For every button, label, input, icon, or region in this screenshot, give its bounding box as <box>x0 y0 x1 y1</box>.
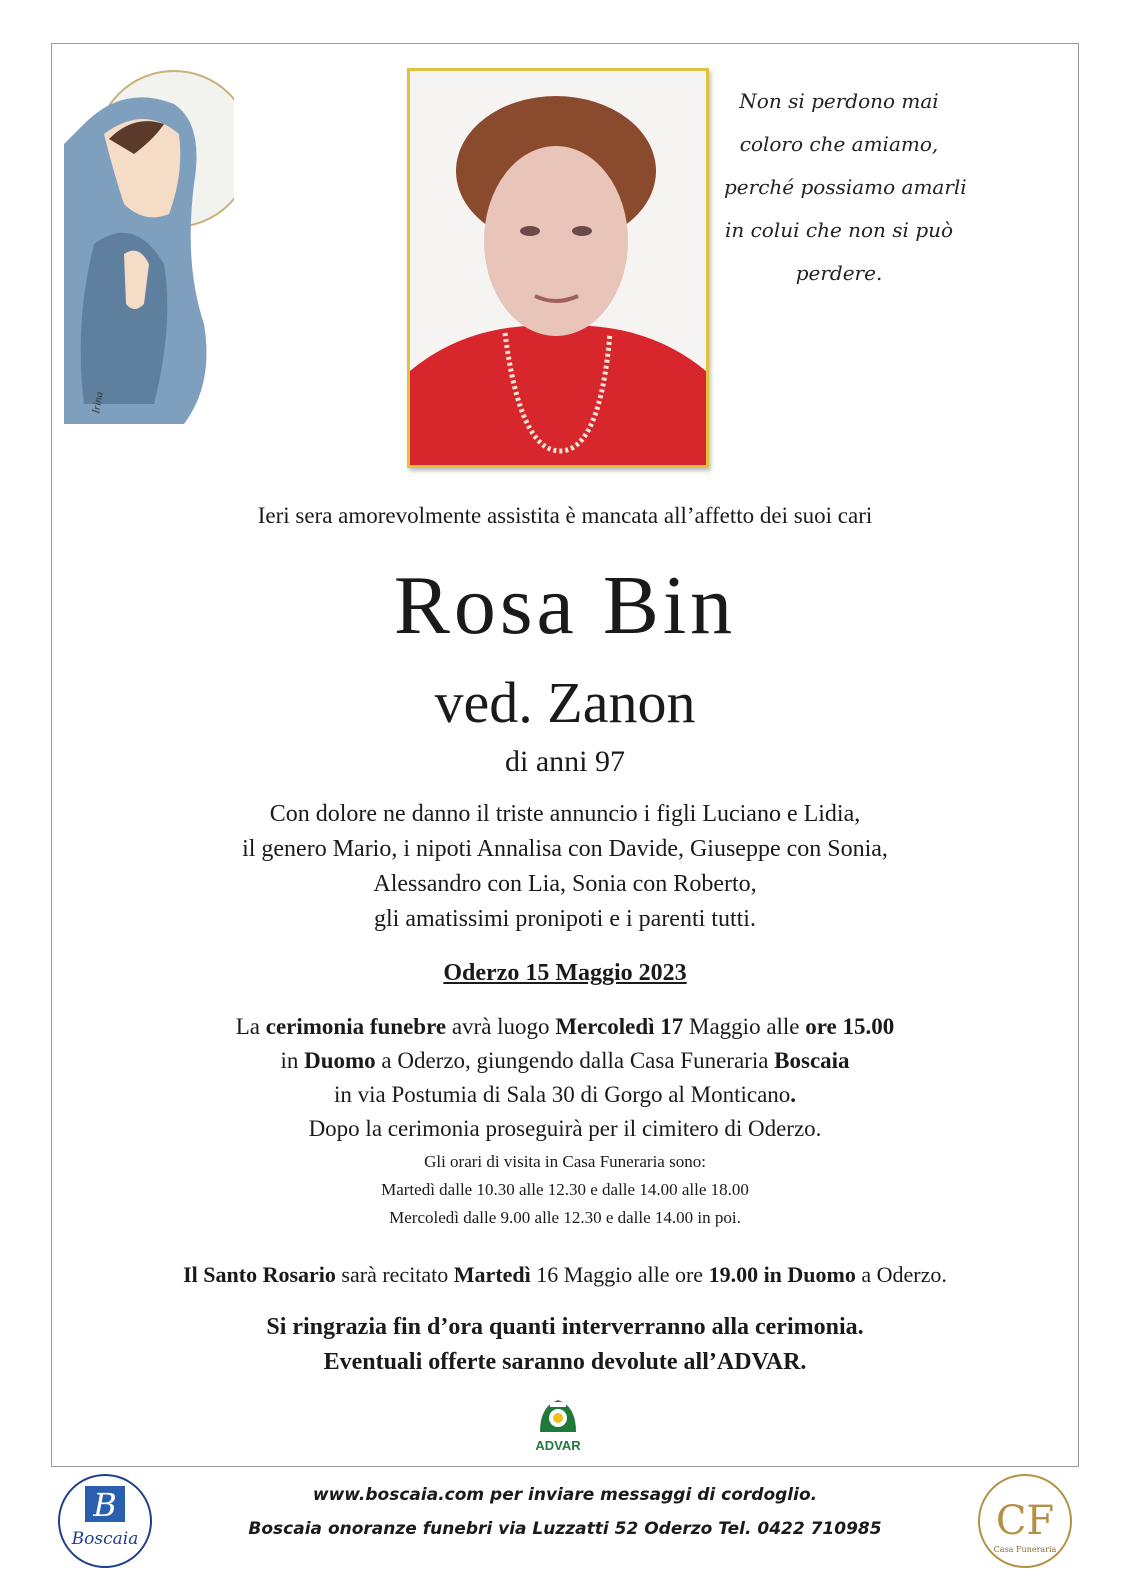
deceased-name: Rosa Bin <box>393 559 737 652</box>
thanks-line: Eventuali offerte saranno devolute all’ADVAR. <box>323 1349 807 1375</box>
ceremony-line-1: La cerimonia funebre avrà luogo Mercoledì 17 Maggio alle ore 15.00 <box>235 1014 895 1039</box>
family-line: gli amatissimi pronipoti e i parenti tutti. <box>374 906 756 932</box>
visiting-hours-title: Gli orari di visita in Casa Funeraria sono: <box>424 1152 706 1171</box>
rosary-info: Il Santo Rosario sarà recitato Martedì 16 Maggio alle ore 19.00 in Duomo a Oderzo. <box>183 1262 947 1287</box>
madonna-illustration <box>64 64 234 434</box>
footer-website: www.boscaia.com per inviare messaggi di cordoglio. <box>312 1485 818 1505</box>
ceremony-line-3: in via Postumia di Sala 30 di Gorgo al Monticano. <box>333 1082 797 1107</box>
intro-text: Ieri sera amorevolmente assistita è mancata all’affetto dei suoi cari <box>257 503 873 528</box>
quote-line: Non si perdono mai <box>739 89 939 113</box>
portrait-photo <box>407 68 709 468</box>
boscaia-logo-text: Boscaia <box>71 1529 139 1549</box>
family-announcement <box>51 797 1079 937</box>
advar-logo <box>530 1396 586 1456</box>
visiting-hours-wednesday: Mercoledì dalle 9.00 alle 12.30 e dalle 14.00 in poi. <box>389 1208 741 1227</box>
ceremony-line-2: in Duomo a Oderzo, giungendo dalla Casa Funeraria Boscaia <box>280 1048 850 1073</box>
casa-funeraria-monogram: CF <box>995 1498 1055 1544</box>
boscaia-logo <box>56 1472 154 1570</box>
thanks-line: Si ringrazia fin d’ora quanti interverranno alla cerimonia. <box>266 1314 864 1340</box>
family-line: Alessandro con Lia, Sonia con Roberto, <box>373 871 757 897</box>
quote-line: perché possiamo amarli <box>724 175 967 199</box>
visiting-hours <box>51 1148 1079 1232</box>
boscaia-monogram: B <box>93 1486 117 1524</box>
madonna-signature: Irina <box>90 390 106 415</box>
casa-funeraria-logo <box>976 1472 1074 1570</box>
quote-line: perdere. <box>795 261 883 285</box>
widow-of: ved. Zanon <box>434 670 696 735</box>
quote-line: coloro che amiamo, <box>739 132 939 156</box>
casa-funeraria-logo-text: Casa Funeraria <box>993 1545 1057 1554</box>
family-line: Con dolore ne danno il triste annuncio i figli Luciano e Lidia, <box>269 801 861 827</box>
footer-address: Boscaia onoranze funebri via Luzzatti 52 Oderzo Tel. 0422 710985 <box>248 1519 882 1539</box>
poem-quote <box>724 80 967 295</box>
thanks-message <box>51 1310 1079 1380</box>
ceremony-details <box>51 1010 1079 1146</box>
deceased-age: di anni 97 <box>505 745 625 778</box>
ceremony-line-4: Dopo la cerimonia proseguirà per il cimitero di Oderzo. <box>308 1116 822 1141</box>
family-line: il genero Mario, i nipoti Annalisa con Davide, Giuseppe con Sonia, <box>242 836 888 862</box>
quote-line: in colui che non si può <box>724 218 954 242</box>
visiting-hours-tuesday: Martedì dalle 10.30 alle 12.30 e dalle 14.00 alle 18.00 <box>381 1180 749 1199</box>
place-date: Oderzo 15 Maggio 2023 <box>443 960 687 986</box>
advar-logo-icon <box>536 1396 580 1434</box>
advar-logo-text: ADVAR <box>535 1438 581 1453</box>
